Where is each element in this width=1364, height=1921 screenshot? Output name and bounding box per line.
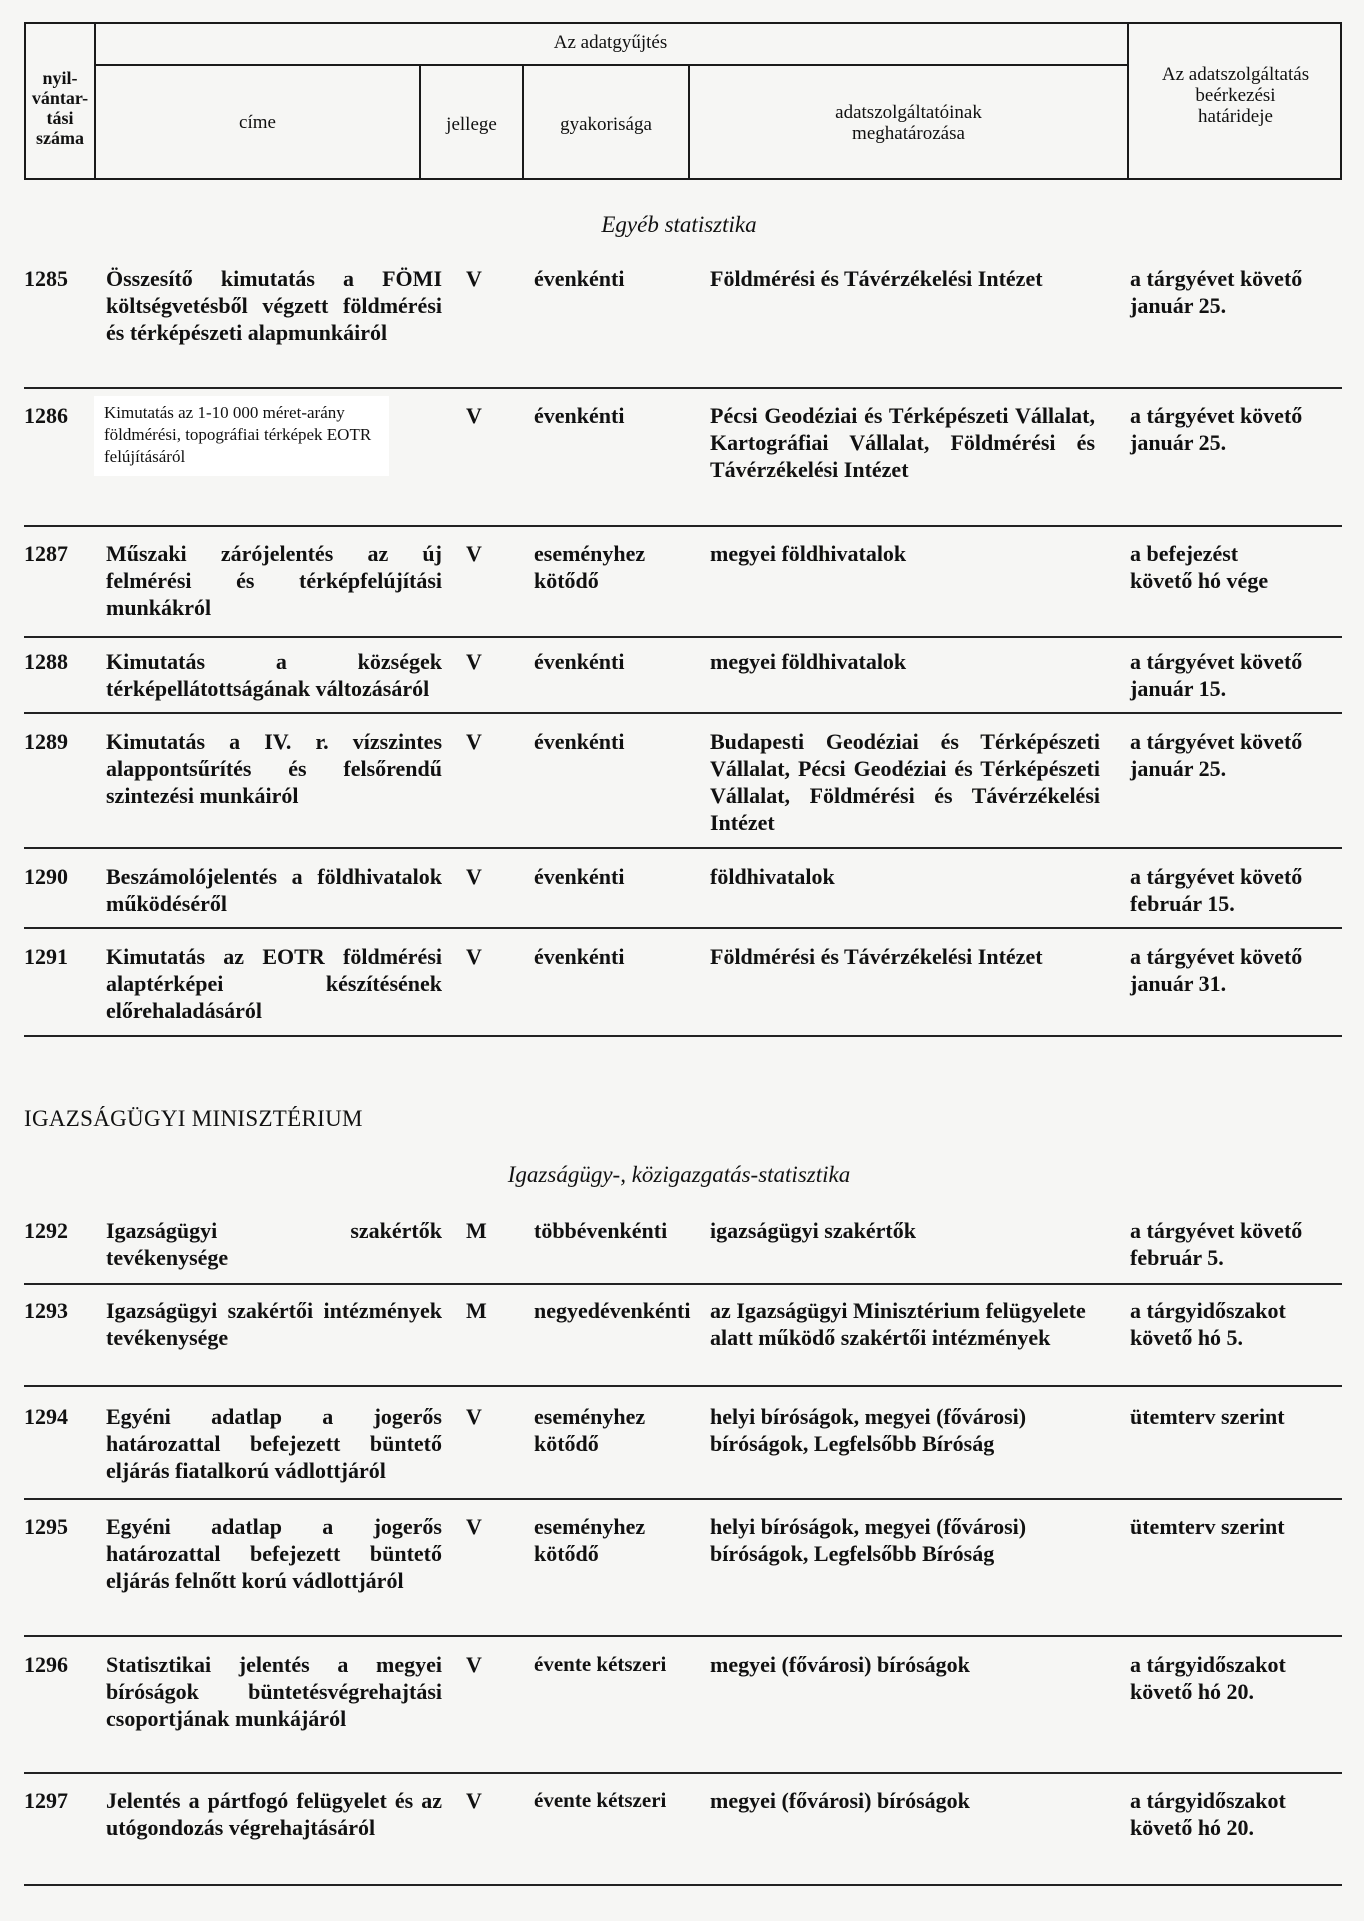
row-divider [24,927,1342,929]
entry-frequency: évente kétszeri [534,1652,667,1676]
entry-number: 1296 [24,1652,68,1677]
section-title-egyeb-statisztika: Egyéb statisztika [601,212,757,237]
entry-type: V [466,1514,482,1539]
entry-title: Jelentés a pártfogó felügyelet és az utógondozás végrehajtásáról [106,1788,442,1840]
entry-providers: megyei (fővárosi) bíróságok [710,1652,970,1677]
entry-frequency: eseményhez kötődő [534,1404,646,1456]
header-group-label: Az adatgyűjtés [553,32,668,53]
entry-frequency: többévenkénti [534,1218,668,1243]
row-divider [24,1635,1342,1637]
entry-deadline: a tárgyévet követő január 25. [1130,266,1303,318]
entry-frequency: évente kétszeri [534,1788,667,1812]
entry-deadline: ütemterv szerint [1130,1404,1285,1429]
entry-type: V [466,864,482,889]
entry-type: V [466,729,482,754]
entry-title: Kimutatás az EOTR földmérési alaptérképei készítésének előrehaladásáról [106,944,442,1023]
entry-frequency: évenkénti [534,944,625,969]
entry-type: V [466,1404,482,1429]
entry-number: 1294 [24,1404,68,1429]
entry-providers: az Igazságügyi Minisztérium felügyelete alatt működő szakértői intézmények [710,1298,1086,1350]
entry-number: 1293 [24,1298,68,1323]
entry-providers: Földmérési és Távérzékelési Intézet [710,944,1043,969]
entry-providers: helyi bíróságok, megyei (fővárosi) bíróságok, Legfelsőbb Bíróság [710,1404,1027,1456]
entry-deadline: a tárgyidőszakot követő hó 20. [1130,1788,1286,1840]
entry-title: Összesítő kimutatás a FÖMI költségvetésből végzett földmérési és térképészeti alapmunkáiról [106,266,442,345]
row-divider [24,387,1342,389]
entry-deadline: a tárgyévet követő január 25. [1130,403,1303,455]
entry-title: Igazságügyi szakértői intézmények tevékenysége [106,1298,442,1350]
entry-type: M [466,1218,487,1243]
row-divider [24,1498,1342,1500]
entry-title: Igazságügyi szakértők tevékenysége [106,1218,442,1270]
entry-title: Műszaki zárójelentés az új felmérési és térképfelújítási munkákról [106,541,442,620]
entry-title: Statisztikai jelentés a megyei bíróságok büntetésvégrehajtási csoportjának munkájáról [106,1652,442,1731]
entry-number: 1297 [24,1788,68,1813]
entry-deadline: a tárgyidőszakot követő hó 5. [1130,1298,1286,1350]
entry-frequency: negyedévenkénti [534,1298,691,1323]
entry-deadline: a tárgyidőszakot követő hó 20. [1130,1652,1286,1704]
section-title-igazsagugy: Igazságügy-, közigazgatás-statisztika [507,1162,851,1187]
row-divider [24,1283,1342,1285]
entry-providers: megyei (fővárosi) bíróságok [710,1788,970,1813]
header-divider [94,64,1127,66]
header-col-number: nyil- vántar- tási száma [31,68,89,148]
header-col-jelleg: jellege [446,114,497,135]
ministry-heading: IGAZSÁGÜGYI MINISZTÉRIUM [24,1106,363,1131]
entry-number: 1290 [24,864,68,889]
header-col-hatarido: Az adatszolgáltatás beérkezési határideje [1161,64,1310,127]
entry-type: V [466,944,482,969]
entry-frequency: eseményhez kötődő [534,541,646,593]
header-col-adatszolgaltatok: adatszolgáltatóinak meghatározása [835,102,982,144]
entry-title: Egyéni adatlap a jogerős határozattal befejezett büntető eljárás fiatalkorú vádlottjáról [106,1404,442,1483]
entry-frequency: évenkénti [534,649,625,674]
entry-title: Egyéni adatlap a jogerős határozattal befejezett büntető eljárás felnőtt korú vádlottjáról [106,1514,442,1593]
entry-providers: megyei földhivatalok [710,649,907,674]
entry-number: 1287 [24,541,68,566]
entry-deadline: a tárgyévet követő január 15. [1130,649,1303,701]
entry-type: V [466,1652,482,1677]
entry-deadline: a tárgyévet követő január 25. [1130,729,1303,781]
entry-deadline: a befejezést követő hó vége [1130,541,1269,593]
entry-number: 1292 [24,1218,68,1243]
entry-providers: földhivatalok [710,864,835,889]
entry-number: 1291 [24,944,68,969]
entry-number: 1285 [24,266,68,291]
entry-type: V [466,266,482,291]
column-header-table [24,22,1342,180]
entry-number: 1288 [24,649,68,674]
row-divider [24,1772,1342,1774]
entry-providers: Budapesti Geodéziai és Térképészeti Vállalat, Pécsi Geodéziai és Térképészeti Vállalat, Földmérési és Távérzékelési Intézet [710,729,1100,835]
entry-providers: megyei földhivatalok [710,541,907,566]
entry-type: V [466,649,482,674]
row-divider [24,1385,1342,1387]
entry-title: Kimutatás a községek térképellátottságának változásáról [106,649,442,701]
entry-number: 1289 [24,729,68,754]
entry-frequency: évenkénti [534,729,625,754]
entry-type: V [466,541,482,566]
entry-frequency: évenkénti [534,266,625,291]
entry-title: Kimutatás az 1-10 000 méret-arány földmérési, topográfiai térképek EOTR felújításáról [94,396,389,476]
entry-type: V [466,1788,482,1813]
entry-deadline: a tárgyévet követő január 31. [1130,944,1303,996]
entry-deadline: a tárgyévet követő február 15. [1130,864,1303,916]
entry-title: Kimutatás a IV. r. vízszintes alappontsűrítés és felsőrendű szintezési munkáiról [106,729,442,808]
entry-deadline: ütemterv szerint [1130,1514,1285,1539]
row-divider [24,1035,1342,1037]
row-divider [24,712,1342,714]
header-col-title: címe [239,112,276,133]
entry-providers: Pécsi Geodéziai és Térképészeti Vállalat, Kartográfiai Vállalat, Földmérési és Távérzékelési Intézet [710,403,1095,482]
entry-frequency: évenkénti [534,403,625,428]
row-divider [24,636,1342,638]
row-divider [24,847,1342,849]
entry-title: Beszámolójelentés a földhivatalok működéséről [106,864,442,916]
entry-type: M [466,1298,487,1323]
entry-frequency: eseményhez kötődő [534,1514,646,1566]
row-divider [24,1884,1342,1886]
entry-type: V [466,403,482,428]
entry-frequency: évenkénti [534,864,625,889]
entry-deadline: a tárgyévet követő február 5. [1130,1218,1303,1270]
entry-number: 1286 [24,403,68,428]
entry-providers: Földmérési és Távérzékelési Intézet [710,266,1043,291]
entry-providers: igazságügyi szakértők [710,1218,916,1243]
entry-providers: helyi bíróságok, megyei (fővárosi) bíróságok, Legfelsőbb Bíróság [710,1514,1027,1566]
header-col-gyakorisag: gyakorisága [560,114,652,135]
entry-number: 1295 [24,1514,68,1539]
row-divider [24,525,1342,527]
